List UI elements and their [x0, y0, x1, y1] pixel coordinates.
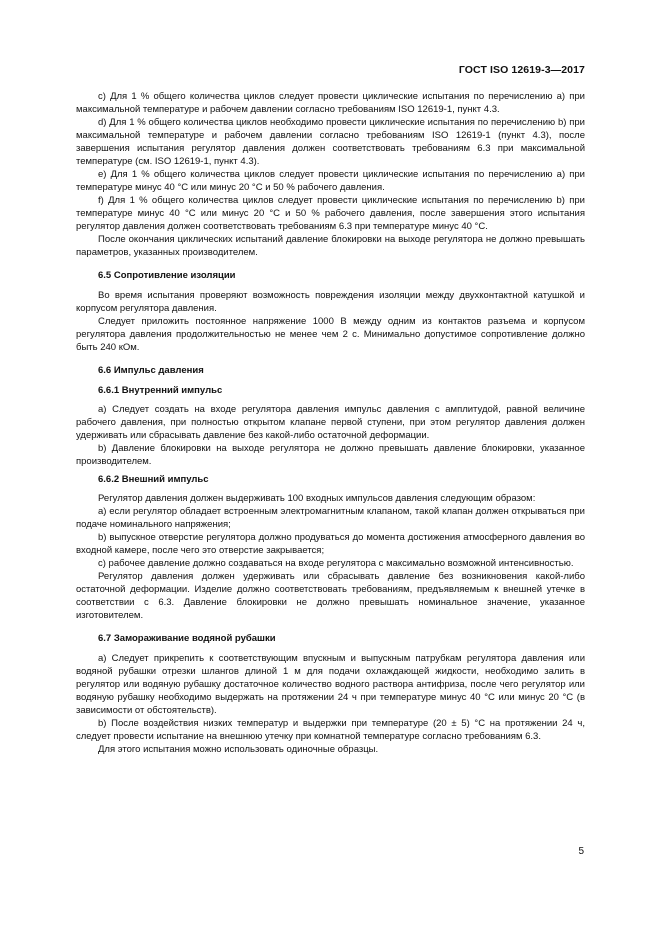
document-body — [76, 90, 585, 756]
paragraph-external-b: b) выпускное отверстие регулятора должно продуваться до момента достижения атмосферного давления во входной камере, после чего это отверстие закрывается; — [76, 532, 585, 556]
paragraph-e: е) Для 1 % общего количества циклов следует провести циклические испытания по перечислению а) при температуре минус 40 °С или минус 20 °С и 50 % рабочего давления. — [76, 169, 585, 193]
paragraph-d: d) Для 1 % общего количества циклов необходимо провести циклические испытания по перечислению b) при максимальной температуре и рабочем давлении согласно требованиям ISO 12619-1 (пункт 4.3), после завершения испытания регулятор давления должен соответствовать требованиям 6.3 при максимальной температуре (см. ISO 12619-1, пункт 4.3). — [76, 117, 585, 167]
paragraph-external-result: Регулятор давления должен удерживать или сбрасывать давление без возникновения какой-либо остаточной деформации. Изделие должно соответствовать требованиям, предъявляемым к внешней утечке в соответствии с 6.3. Давление блокировки не должно превышать номинальное значение, указанное изготовителем. — [76, 571, 585, 621]
paragraph-freeze-a: а) Следует прикрепить к соответствующим впускным и выпускным патрубкам регулятора давления или водяной рубашки отрезки шлангов длиной 1 м для подачи охлаждающей жидкости, необходимо залить в регулятор или водяную рубашку достаточное количество водного раствора антифриза, после чего регулятор или водяную рубашку необходимо выдержать на протяжении 24 ч при температуре минус 40 °С или минус 20 °С (в зависимости от обстоятельств). — [76, 653, 585, 716]
paragraph-insulation-voltage: Следует приложить постоянное напряжение 1000 В между одним из контактов разъема и корпусом регулятора давления продолжительностью не менее чем 2 с. Минимально допустимое сопротивление должно быть 240 кОм. — [76, 316, 585, 353]
paragraph-freeze-samples: Для этого испытания можно использовать одиночные образцы. — [98, 744, 379, 755]
section-heading-6-5: 6.5 Сопротивление изоляции — [98, 270, 236, 281]
paragraph-external-a: а) если регулятор обладает встроенным электромагнитным клапаном, такой клапан должен открываться при подаче номинального напряжения; — [76, 506, 585, 530]
paragraph-freeze-b: b) После воздействия низких температур и выдержки при температуре (20 ± 5) °С на протяжении 24 ч, следует провести испытание на внешнюю утечку при комнатной температуре согласно требованиям 6.3. — [76, 718, 585, 742]
paragraph-after-cycles: После окончания циклических испытаний давление блокировки на выходе регулятора не должно превышать параметров, указанных производителем. — [76, 234, 585, 258]
paragraph-internal-b: b) Давление блокировки на выходе регулятора не должно превышать давление блокировки, указанное производителем. — [76, 443, 585, 467]
section-heading-6-6-2: 6.6.2 Внешний импульс — [98, 474, 209, 485]
section-heading-6-6: 6.6 Импульс давления — [98, 365, 204, 376]
page-number: 5 — [578, 846, 584, 857]
document-code-header: ГОСТ ISO 12619-3—2017 — [458, 64, 585, 76]
paragraph-external-intro: Регулятор давления должен выдерживать 100 входных импульсов давления следующим образом: — [98, 493, 536, 504]
section-heading-6-6-1: 6.6.1 Внутренний импульс — [98, 385, 223, 396]
paragraph-c: с) Для 1 % общего количества циклов следует провести циклические испытания по перечислению а) при максимальной температуре и рабочем давлении согласно требованиям ISO 12619-1, пункт 4.3. — [76, 91, 585, 115]
paragraph-internal-a: а) Следует создать на входе регулятора давления импульс давления с амплитудой, равной величине рабочего давления, при полностью открытом клапане первой ступени, при этом регулятор давления должен удерживать или сбрасывать давление без какой-либо остаточной деформации. — [76, 404, 585, 441]
section-heading-6-7: 6.7 Замораживание водяной рубашки — [98, 633, 276, 644]
paragraph-insulation-check: Во время испытания проверяют возможность повреждения изоляции между двухконтактной катушкой и корпусом регулятора давления. — [76, 290, 585, 314]
paragraph-f: f) Для 1 % общего количества циклов следует провести циклические испытания по перечислению b) при температуре минус 40 °С или минус 20 °С и 50 % рабочего давления, после завершения этого испытания регулятор давления должен соответствовать требованиям 6.3 при температуре минус 40 °С. — [76, 195, 585, 232]
paragraph-external-c: с) рабочее давление должно создаваться на входе регулятора с максимально возможной интенсивностью. — [98, 558, 574, 569]
